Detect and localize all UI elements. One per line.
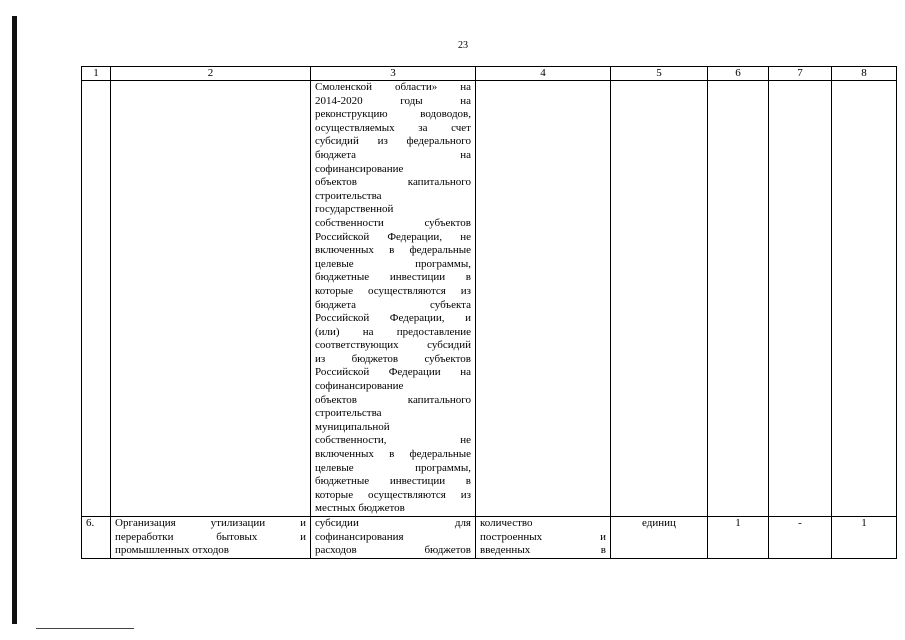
text-line: введенных в bbox=[480, 544, 606, 557]
cell-empty bbox=[832, 81, 897, 517]
text-line: софинансирования bbox=[315, 530, 404, 543]
text-line: переработки бытовых и bbox=[115, 530, 306, 543]
text-line: софинансирование bbox=[315, 380, 404, 393]
table-row-continued bbox=[82, 81, 897, 517]
cell-empty bbox=[611, 81, 708, 517]
text-line: государственной bbox=[315, 203, 394, 216]
header-cell: 8 bbox=[832, 67, 897, 81]
text-line: соответствующих субсидий bbox=[315, 339, 471, 352]
header-cell: 2 bbox=[111, 67, 311, 81]
text-line: софинансирование bbox=[315, 162, 404, 175]
text-line: включенных в федеральные bbox=[315, 244, 471, 257]
cell-activity bbox=[111, 517, 311, 559]
footnote-rule bbox=[36, 628, 134, 629]
text-line: бюджета на bbox=[315, 148, 471, 161]
cell-unit: единиц bbox=[611, 517, 708, 559]
text-line: Смоленской области» на bbox=[315, 81, 471, 93]
header-cell: 1 bbox=[82, 67, 111, 81]
cell-empty bbox=[708, 81, 769, 517]
document-table bbox=[81, 66, 897, 559]
text-line: которые осуществляются из bbox=[315, 488, 471, 501]
text-line: Российской Федерации, и bbox=[315, 312, 471, 325]
text-line: целевые программы, bbox=[315, 257, 471, 270]
header-cell: 3 bbox=[311, 67, 476, 81]
text-line: осуществляемых за счет bbox=[315, 121, 471, 134]
text-line: бюджета субъекта bbox=[315, 298, 471, 311]
text-line: бюджетные инвестиции в bbox=[315, 271, 471, 284]
text-line: субсидий из федерального bbox=[315, 135, 471, 148]
text-line: расходов бюджетов bbox=[315, 544, 471, 557]
text-line: объектов капитального bbox=[315, 176, 471, 189]
text-line: построенных и bbox=[480, 530, 606, 543]
text-line: Организация утилизации и bbox=[115, 517, 306, 529]
text-line: собственности, не bbox=[315, 434, 471, 447]
text-line: (или) на предоставление bbox=[315, 325, 471, 338]
row-number: 6. bbox=[82, 517, 111, 559]
cell-value-6: 1 bbox=[708, 517, 769, 559]
text-line: промышленных отходов bbox=[115, 544, 230, 557]
text-line: собственности субъектов bbox=[315, 216, 471, 229]
text-line: местных бюджетов bbox=[315, 502, 405, 515]
page-number: 23 bbox=[458, 40, 468, 51]
text-line: строительства bbox=[315, 407, 382, 420]
table-header-row bbox=[82, 67, 897, 81]
text-line: реконструкцию водоводов, bbox=[315, 108, 471, 121]
text-line: количество bbox=[480, 517, 533, 529]
text-line: бюджетные инвестиции в bbox=[315, 475, 471, 488]
header-cell: 6 bbox=[708, 67, 769, 81]
text-line: включенных в федеральные bbox=[315, 448, 471, 461]
scan-edge-bar bbox=[12, 16, 17, 624]
header-cell: 5 bbox=[611, 67, 708, 81]
text-line: Российской Федерации, не bbox=[315, 230, 471, 243]
cell-empty bbox=[82, 81, 111, 517]
cell-indicator bbox=[476, 517, 611, 559]
text-line: которые осуществляются из bbox=[315, 284, 471, 297]
header-cell: 7 bbox=[769, 67, 832, 81]
text-line: субсидии для bbox=[315, 517, 471, 529]
text-line: строительства bbox=[315, 189, 382, 202]
text-line: целевые программы, bbox=[315, 461, 471, 474]
text-line: Российской Федерации на bbox=[315, 366, 471, 379]
header-cell: 4 bbox=[476, 67, 611, 81]
text-line: объектов капитального bbox=[315, 393, 471, 406]
cell-value-7: - bbox=[769, 517, 832, 559]
cell-description bbox=[311, 81, 476, 517]
cell-empty bbox=[769, 81, 832, 517]
table-row-6 bbox=[82, 517, 897, 559]
cell-empty bbox=[111, 81, 311, 517]
cell-empty bbox=[476, 81, 611, 517]
text-line: из бюджетов субъектов bbox=[315, 352, 471, 365]
text-line: муниципальной bbox=[315, 420, 390, 433]
cell-funding bbox=[311, 517, 476, 559]
cell-value-8: 1 bbox=[832, 517, 897, 559]
text-line: 2014-2020 годы на bbox=[315, 94, 471, 107]
